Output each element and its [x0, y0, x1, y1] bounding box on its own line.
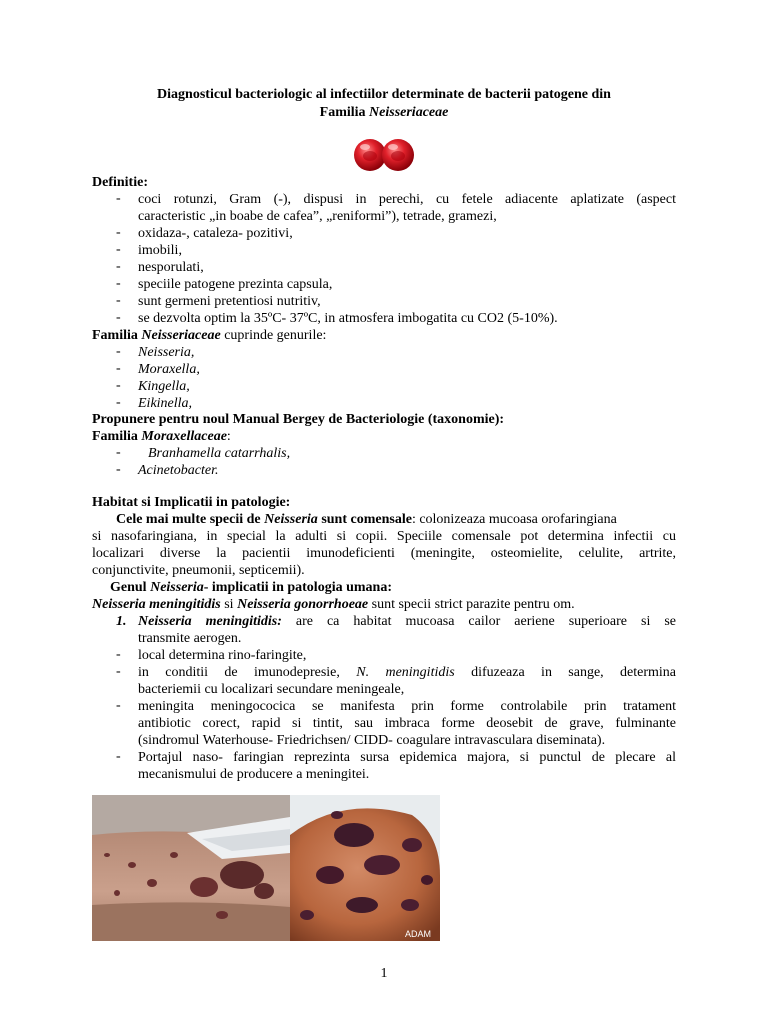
- genus-item: Moraxella,: [138, 362, 200, 377]
- genus-item: Eikinella,: [138, 396, 193, 411]
- definition-item: imobili,: [138, 243, 182, 258]
- meningitidis-item-cont: (sindromul Waterhouse- Friedrichsen/ CIDD- coagulare intravasculara diseminata).: [138, 733, 606, 748]
- habitat-paragraph-line: conjunctivite, pneumonii, septicemii).: [92, 563, 305, 578]
- adam-watermark: ADAM: [405, 929, 432, 939]
- species-sentence: Neisseria meningitidis si Neisseria gonorrhoeae sunt specii strict parazite pentru om.: [92, 597, 575, 612]
- clinical-photos: [92, 795, 440, 941]
- definition-item-cont: caracteristic „in boabe de cafea”, „reniformi”), tetrade, gramezi,: [138, 209, 497, 224]
- definition-item: speciile patogene prezinta capsula,: [138, 277, 333, 292]
- habitat-heading: Habitat si Implicatii in patologie:: [92, 495, 291, 510]
- definition-item: coci rotunzi, Gram (-), dispusi in perechi, cu fetele adiacente aplatizate (aspect: [138, 192, 676, 207]
- meningitidis-item: Portajul naso- faringian reprezinta sursa epidemica majora, si punctul de plecare al: [138, 750, 676, 765]
- meningitidis-item-cont: bacteriemii cu localizari secundare meningeale,: [138, 682, 405, 697]
- definition-item: oxidaza-, cataleza- pozitivi,: [138, 226, 293, 241]
- purpura-photo-illustration: [92, 795, 440, 941]
- genus-item: Acinetobacter.: [138, 463, 219, 478]
- family-genera-heading: Familia Neisseriaceae cuprinde genurile:: [92, 328, 327, 343]
- meningitidis-item: in conditii de imunodepresie, N. meningitidis difuzeaza in sange, determina: [138, 665, 677, 680]
- genus-item: Kingella,: [138, 379, 190, 394]
- genus-item: Branhamella catarrhalis,: [148, 446, 291, 461]
- family-name-italic: Neisseriaceae: [369, 105, 449, 120]
- definition-heading: Definitie:: [92, 175, 148, 190]
- page-number: 1: [380, 966, 388, 981]
- meningitidis-item-cont: mecanismului de producere a meningitei.: [138, 767, 370, 782]
- habitat-paragraph-line: localizari diverse la pacientii imunodeficienti (meningite, osteomielite, celulite, artrite,: [92, 546, 676, 561]
- moraxellaceae-heading: Familia Moraxellaceae:: [92, 429, 231, 444]
- definition-item: nesporulati,: [138, 260, 204, 275]
- bergey-heading: Propunere pentru noul Manual Bergey de Bacteriologie (taxonomie):: [92, 412, 505, 427]
- diplococcus-illustration: [352, 136, 416, 174]
- meningitidis-item-cont: antibiotic corect, rapid si tintit, sau imbraca forme deosebit de grave, fulminante: [138, 716, 676, 731]
- meningitidis-item: local determina rino-faringite,: [138, 648, 307, 663]
- definition-item: sunt germeni pretentiosi nutritiv,: [138, 294, 321, 309]
- left-photo: [92, 795, 290, 941]
- habitat-paragraph-line: si nasofaringiana, in special la adulti si copii. Speciile comensale pot determina infectii cu: [92, 529, 676, 544]
- list-number: 1.: [116, 614, 127, 629]
- meningitidis-item: meningita meningococica se manifesta prin forme controlabile prin tratament: [138, 699, 676, 714]
- document-title-line2: Familia Neisseriaceae: [319, 105, 449, 120]
- definition-item: se dezvolta optim la 35ºC- 37ºC, in atmosfera imbogatita cu CO2 (5-10%).: [138, 311, 558, 326]
- habitat-paragraph-first: Cele mai multe specii de Neisseria sunt comensale: colonizeaza mucoasa orofaringiana: [116, 512, 617, 527]
- right-photo: [290, 795, 440, 941]
- meningitidis-habitat: Neisseria meningitidis: are ca habitat mucoasa cailor aeriene superioare si se: [138, 614, 676, 629]
- document-title-line1: Diagnosticul bacteriologic al infectiilor determinate de bacterii patogene din: [157, 87, 611, 102]
- meningitidis-habitat-cont: transmite aerogen.: [138, 631, 242, 646]
- document-page: Diagnosticul bacteriologic al infectiilor determinate de bacterii patogene din Familia Neisseriaceae Definitie: - coci rotunzi, Gram (-), dispusi in perechi, cu fetele adiacente aplatizate (aspect caracteristic „in boabe de cafea”, „reniformi”), tetrade, gramezi, - oxidaza-, cataleza- pozitivi, - imobili, - nesporulati, - speciile patogene prezinta capsula, - sunt germeni pretentiosi nutritiv, - se dezvolta optim la 35ºC- 37ºC, in atmosfera imbogatita cu CO2 (5-10%). Familia Neisseriaceae cuprinde genurile: - Neisseria, - Moraxella, - Kingella, - Eikinella, Propunere pentru noul Manual Bergey de Bacteriologie (taxonomie): Familia Moraxellaceae: - Branhamella catarrhalis, - Acinetobacter. Habitat si Implicatii in patologie: Cele mai multe specii de Neisseria sunt comensale: colonizeaza mucoasa orofaringiana si nasofaringiana, in special la adulti si copii. Speciile comensale pot determina infectii cu localizari diverse la pacientii imunodeficienti (meningite, osteomielite, celulite, artrite, conjunctivite, pneumonii, septicemii). Genul Neisseria- implicatii in patologia umana: Neisseria meningitidis si Neisseria gonorrhoeae sunt specii strict parazite pentru om. 1. Neisseria meningitidis: are ca habitat mucoasa cailor aeriene superioare si se transmite aerogen. - local determina rino-faringite, - in conditii de imunodepresie, N. meningitidis difuzeaza in sange, determina bacteriemii cu localizari secundare meningeale, - meningita meningococica se manifesta prin forme controlabile prin tratament antibiotic corect, rapid si tintit, sau imbraca forme deosebit de grave, fulminante (sindromul Waterhouse- Friedrichsen/ CIDD- coagulare intravasculara diseminata). - Portajul naso- faringian reprezinta sursa epidemica majora, si punctul de plecare al mecanismului de producere a meningitei. ADAM 1: [0, 0, 768, 1024]
- genus-implications-heading: Genul Neisseria- implicatii in patologia umana:: [110, 580, 392, 595]
- genus-item: Neisseria,: [138, 345, 195, 360]
